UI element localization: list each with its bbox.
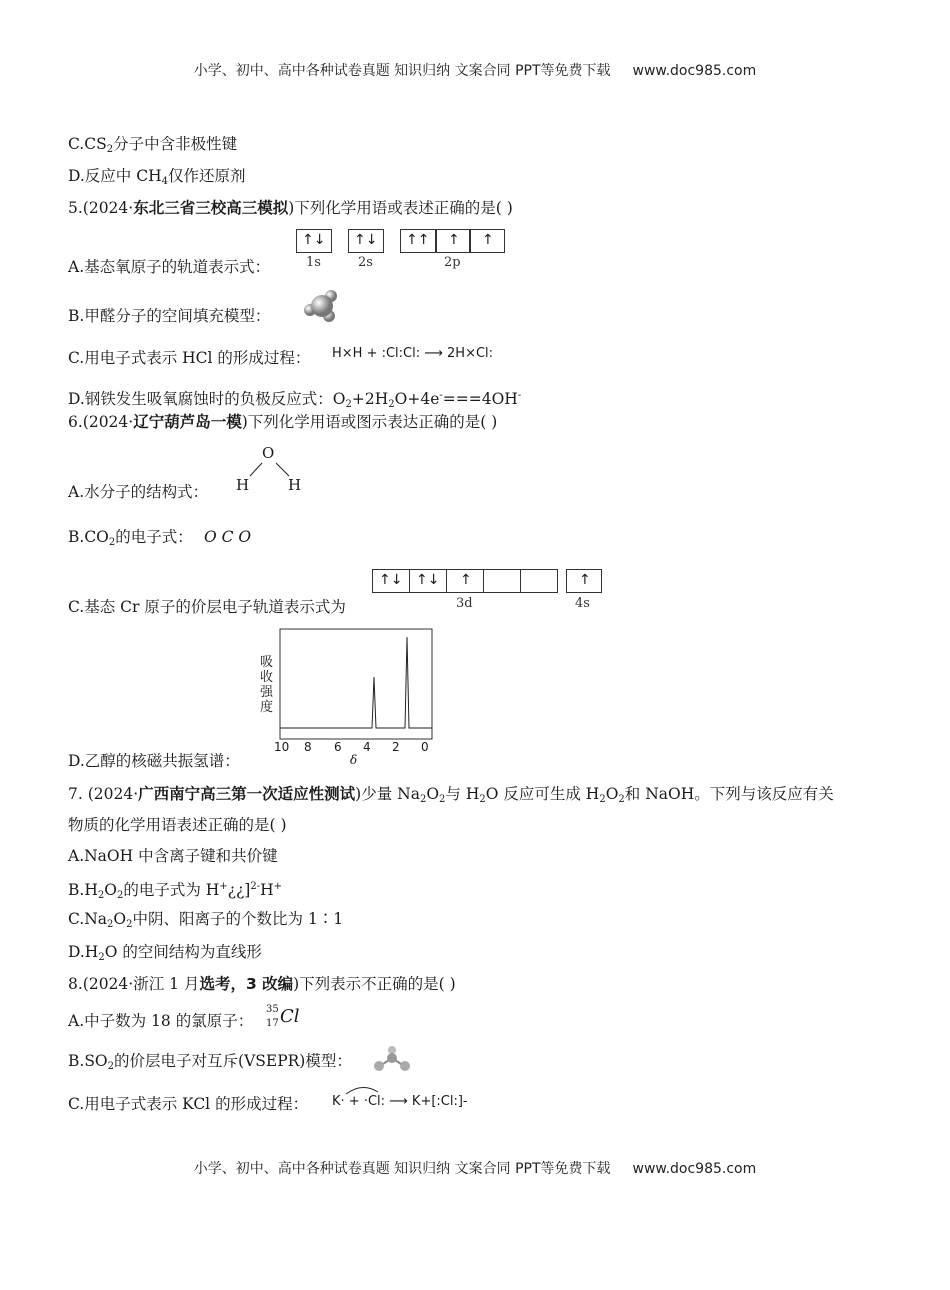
q5-option-b: B.甲醛分子的空间填充模型： — [68, 307, 271, 325]
q7-stem: 7. (2024·广西南宁高三第一次适应性测试)少量 $Na_2O_2$与 $H_2O$ 反应可生成 $H_2O_2$和 NaOH。下列与该反应有关 — [68, 785, 834, 805]
header-url[interactable]: www.doc985.com — [632, 63, 757, 79]
q8-option-a: A.中子数为 18 的氯原子： — [68, 1012, 254, 1030]
q7-source: 广西南宁高三第一次适应性测试 — [138, 785, 356, 803]
orb-label-2s: 2s — [358, 255, 373, 270]
q7-stem-cont: 物质的化学用语表述正确的是( ) — [68, 816, 287, 834]
oxygen-orbital-diagram: ↑↓ ↑↓ ↑↑ ↑ ↑ 1s 2s 2p — [296, 229, 506, 277]
q8-source: 选考，3 改编 — [199, 975, 294, 993]
water-structural-formula: O H H — [236, 444, 302, 494]
q5-option-d: D.钢铁发生吸氧腐蚀时的负极反应式：$O_2+2H_2O+4e^-===4OH^-$ — [68, 390, 522, 410]
page-header — [0, 60, 950, 80]
footer-url[interactable]: www.doc985.com — [632, 1161, 757, 1177]
q6-option-c: C.基态 Cr 原子的价层电子轨道表示式为 — [68, 598, 346, 616]
q6-option-b: $B.CO_2$的电子式： — [68, 528, 193, 548]
orb-label-2p: 2p — [444, 255, 461, 270]
footer-text: 小学、初中、高中各种试卷真题 知识归纳 文案合同 PPT等免费下载 — [193, 1161, 611, 1177]
nmr-ylabel: 吸收强度 — [260, 655, 274, 715]
header-text: 小学、初中、高中各种试卷真题 知识归纳 文案合同 PPT等免费下载 — [193, 63, 611, 79]
chromium-orbital-diagram: ↑↓ ↑↓ ↑ ↑ 3d 4s — [372, 569, 604, 615]
kcl-formation-formula: K· + ·Cl: ⟶ K+[:Cl:]- — [332, 1082, 512, 1114]
q7-option-c: $C.Na_2O_2$中阴、阳离子的个数比为 1∶1 — [68, 910, 344, 930]
orb-label-3d: 3d — [456, 596, 473, 611]
q5-source: 东北三省三校高三模拟 — [133, 199, 289, 217]
q4-option-d: D.反应中 $CH_4$仅作还原剂 — [68, 167, 246, 187]
q8-stem: 8.(2024·浙江 1 月选考，3 改编)下列表示不正确的是( ) — [68, 975, 456, 993]
q8-option-b: $B.SO_2$的价层电子对互斥(VSEPR)模型： — [68, 1052, 352, 1072]
co2-electron-formula: O C O — [204, 528, 252, 546]
hcl-formation-formula: H×H + :Cl:Cl: ⟶ 2H×Cl: — [332, 346, 494, 361]
q8-option-c: C.用电子式表示 KCl 的形成过程： — [68, 1095, 309, 1113]
orb-label-4s: 4s — [575, 596, 590, 611]
q7-option-b: $B.H_2O_2$的电子式为 H+¿¿]$^{2-}$H+ — [68, 881, 282, 901]
so2-vsepr-model-image — [372, 1044, 412, 1074]
q6-option-d: D.乙醇的核磁共振氢谱： — [68, 752, 240, 770]
q5-option-c: C.用电子式表示 HCl 的形成过程： — [68, 349, 311, 367]
q6-stem: 6.(2024·辽宁葫芦岛一模)下列化学用语或图示表达正确的是( ) — [68, 413, 498, 431]
nmr-xlabel: δ — [350, 753, 358, 767]
page-footer — [0, 1158, 950, 1178]
q6-source: 辽宁葫芦岛一模 — [133, 413, 242, 431]
q7-option-d: $D.H_2O$ 的空间结构为直线形 — [68, 943, 262, 963]
q5-stem: 5.(2024·东北三省三校高三模拟)下列化学用语或表述正确的是( ) — [68, 199, 513, 217]
orb-label-1s: 1s — [306, 255, 321, 270]
q7-option-a: A.NaOH 中含离子键和共价键 — [68, 847, 278, 865]
nmr-spectrum: 吸收强度 10 8 6 4 2 0 δ — [258, 627, 438, 767]
q5-option-a: A.基态氧原子的轨道表示式： — [68, 258, 271, 276]
q6-option-a: A.水分子的结构式： — [68, 483, 209, 501]
formaldehyde-model-image — [302, 288, 342, 324]
q4-option-c: $C.CS_2$分子中含非极性键 — [68, 135, 238, 155]
chlorine-isotope-symbol: 35 17 Cl — [266, 1004, 300, 1029]
